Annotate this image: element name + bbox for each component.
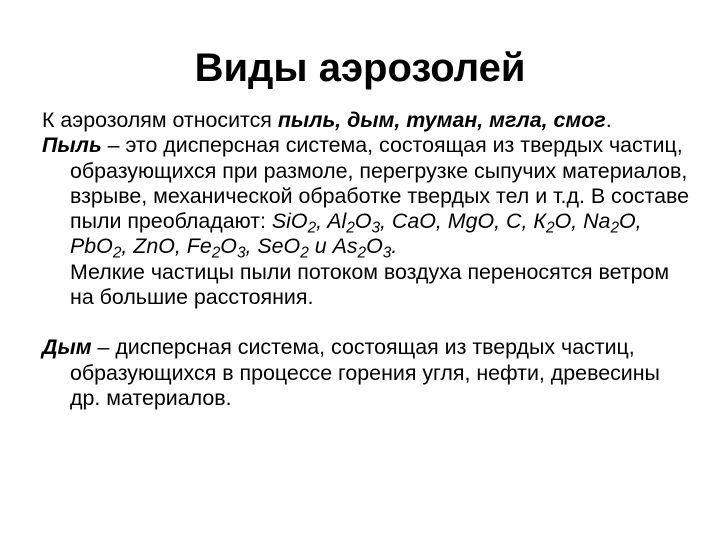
compound-pbo2: PbO$_2$	[70, 234, 122, 263]
smoke-definition: – дисперсная система, состоящая из твердых частиц, образующихся в процессе горения угля, нефти, древесины др. материалов.	[70, 335, 660, 410]
intro-paragraph	[42, 108, 692, 133]
dust-compounds: SiO$_2$, $Al_2O_3$, CaO, MgO, C, $К_2O$, $Na_2O$, PbO$_2$, ZnO, $Fe_2O_3$, SeO$_2$ и $As_2O_3$.	[70, 209, 642, 263]
compound-k2o: $К_2O$	[533, 209, 572, 237]
dust-definition: – это дисперсная система, состоящая из твердых частиц, образующихся при размоле, перегрузке сыпучих материалов, взрыве, механической обработке твердых тел и т.д. В составе пыли преобладают:	[70, 133, 690, 234]
aerosol-types: пыль, дым, туман, мгла, смог	[277, 108, 606, 132]
compound-cao: CaO	[391, 209, 436, 234]
dust-transport-note: Мелкие частицы пыли потоком воздуха переносятся ветром на большие расстояния.	[70, 259, 670, 310]
smoke-paragraph	[42, 335, 692, 411]
compound-mgo: MgO	[447, 209, 495, 234]
compound-c: C	[506, 209, 522, 234]
compound-fe2o3: $Fe_2O_3$	[186, 234, 246, 263]
compound-sio2: SiO$_2$	[271, 209, 317, 237]
compound-zno: ZnO	[133, 234, 175, 259]
compound-seo2: SeO$_2$	[257, 234, 309, 263]
slide-body	[42, 108, 692, 411]
intro-suffix: .	[605, 108, 612, 132]
compound-na2o: $Na_2O$	[583, 209, 636, 237]
compound-conjunction: и	[314, 234, 327, 259]
slide-title: Виды аэрозолей	[194, 46, 526, 90]
dust-term: Пыль	[42, 133, 102, 158]
intro-prefix: К аэрозолям относится	[42, 108, 278, 132]
dust-paragraph	[42, 133, 692, 310]
smoke-term: Дым	[42, 335, 92, 360]
compound-al2o3: $Al_2O_3$	[327, 209, 381, 237]
paragraph-gap	[42, 310, 692, 335]
compound-as2o3: $As_2O_3$	[332, 234, 392, 263]
